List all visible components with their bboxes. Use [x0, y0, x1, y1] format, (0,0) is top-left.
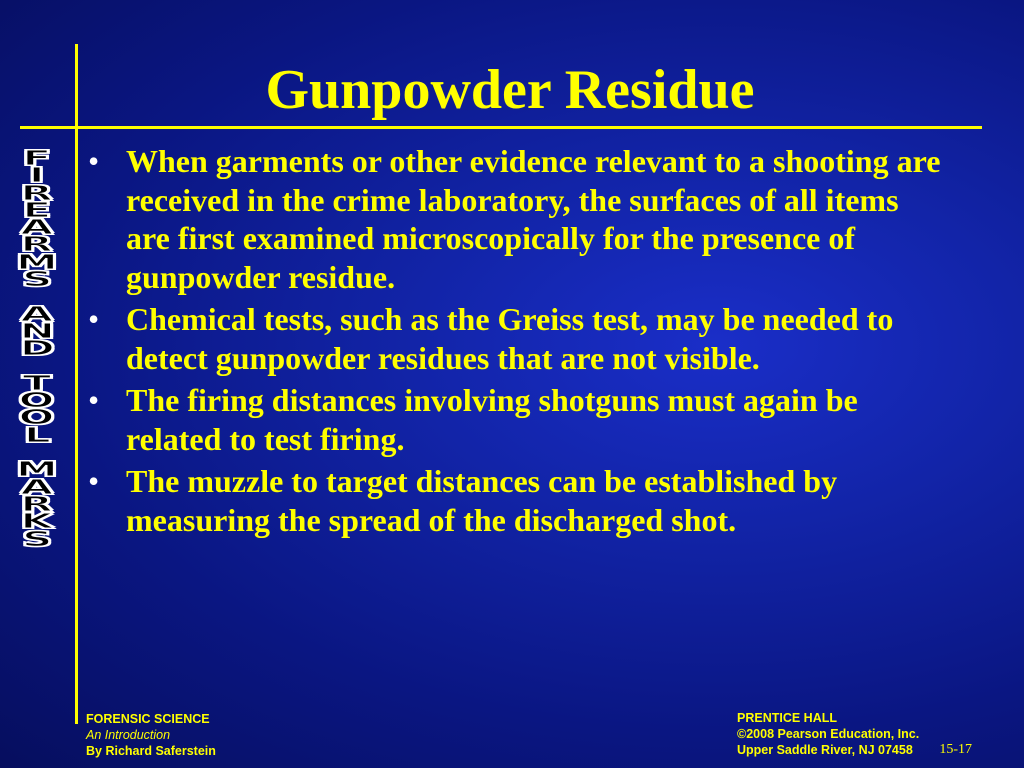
bullet-marker: •: [88, 301, 100, 337]
side-title-letter: D: [19, 336, 55, 361]
side-title-letter: S: [21, 526, 53, 551]
book-subtitle: An Introduction: [86, 728, 171, 742]
slide-number: 15-17: [939, 742, 972, 757]
side-title-letter: O: [19, 405, 55, 430]
copyright-text: ©2008 Pearson Education, Inc.: [737, 727, 920, 741]
side-title-letter: M: [16, 457, 58, 482]
side-title-letter: O: [19, 388, 55, 413]
side-title-letter: T: [22, 370, 52, 395]
bullet-item: [88, 142, 948, 296]
bullet-item: [88, 381, 948, 458]
side-title-letter: F: [22, 146, 52, 170]
book-author: By Richard Saferstein: [86, 744, 216, 758]
bullet-marker: •: [88, 382, 100, 418]
publisher-name: PRENTICE HALL: [737, 711, 837, 725]
bullet-marker: •: [88, 143, 100, 179]
bullet-text: When garments or other evidence relevant to a shooting are received in the crime laboratory, the surfaces of all items are first examined microscopically for the presence of gunpowder residue.: [126, 143, 941, 295]
side-title-letter: R: [20, 232, 54, 257]
horizontal-divider-line: [20, 126, 982, 129]
bullet-item: [88, 300, 948, 377]
side-title-letter: K: [20, 509, 54, 534]
book-title: FORENSIC SCIENCE: [86, 712, 210, 726]
bullet-text: Chemical tests, such as the Greiss test, may be needed to detect gunpowder residues that are not visible.: [126, 301, 894, 376]
side-title-letter: A: [20, 474, 54, 499]
side-title-letter: A: [20, 215, 54, 240]
side-title-letter: I: [29, 163, 45, 188]
side-title-letter: M: [16, 249, 58, 274]
side-title-letter: L: [23, 422, 51, 447]
bullet-list: [88, 142, 948, 543]
slide-title: Gunpowder Residue: [265, 59, 755, 121]
side-title-vertical: [8, 146, 66, 745]
publisher-address: Upper Saddle River, NJ 07458: [737, 743, 913, 757]
vertical-divider-line: [75, 44, 78, 724]
bullet-marker: •: [88, 463, 100, 499]
side-title-letter: A: [20, 301, 54, 326]
side-title-letter: R: [20, 491, 54, 516]
bullet-item: [88, 462, 948, 539]
footer-publisher-info: [737, 710, 919, 758]
bullet-text: The muzzle to target distances can be established by measuring the spread of the discharged shot.: [126, 463, 838, 538]
side-title-letter: N: [19, 318, 55, 343]
side-title-letter: R: [20, 180, 54, 205]
side-title-letter: S: [21, 267, 53, 292]
bullet-text: The firing distances involving shotguns must again be related to test firing.: [126, 382, 858, 457]
side-title-letter: E: [22, 197, 52, 222]
footer-book-info: [86, 711, 216, 759]
